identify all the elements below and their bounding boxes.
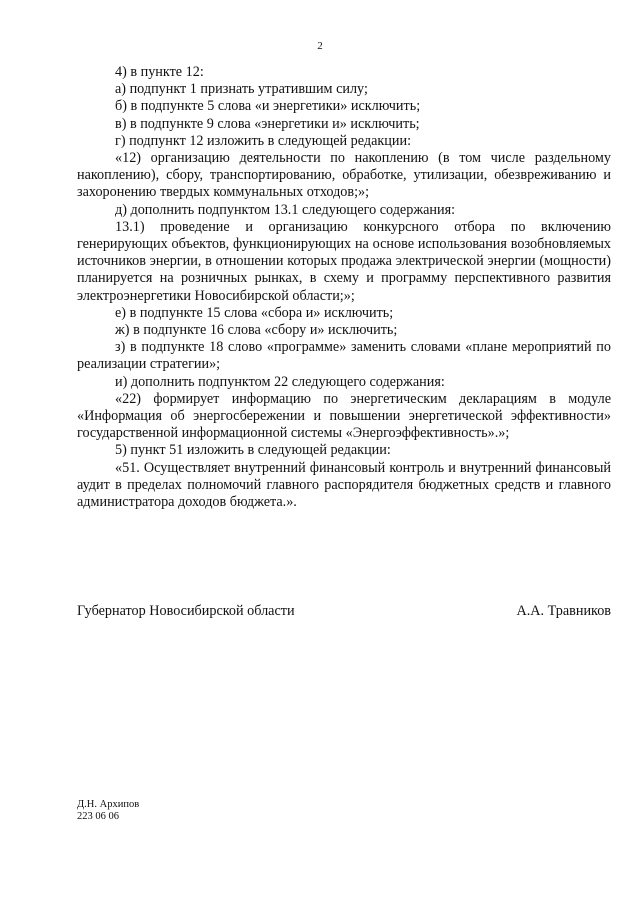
executor-name: Д.Н. Архипов [77,799,140,810]
paragraph: в) в подпункте 9 слова «энергетики и» исключить; [115,115,420,132]
paragraph: г) подпункт 12 изложить в следующей редакции: [115,132,412,149]
paragraph: «22) формирует информацию по энергетическим декларациям в модуле «Информация об энергосбережении и повышении энергетической эффективности» государственной информационной системы «Энергоэффективность».»; [77,390,611,442]
paragraph: 4) в пункте 12: [115,64,204,80]
paragraph: 5) пункт 51 изложить в следующей редакции: [115,442,391,459]
paragraph: з) в подпункте 18 слово «программе» заменить словами «плане мероприятий по реализации стратегии»; [77,339,611,373]
executor-block [77,799,139,823]
signatory-position: Губернатор Новосибирской области [77,603,295,619]
paragraph: а) подпункт 1 признать утратившим силу; [115,81,368,98]
paragraph: е) в подпункте 15 слова «сбора и» исключить; [115,304,394,321]
paragraph: 13.1) проведение и организацию конкурсного отбора по включению генерирующих объектов, функционирующих на основе использования возобновляемых источников энергии, в отношении которых продажа электрической энергии (мощности) планируется на розничных рынках, в схему и программу перспективного развития электроэнергетики Новосибирской области;»; [77,218,611,304]
paragraph: ж) в подпункте 16 слова «сбору и» исключить; [115,322,398,339]
document-body [77,64,611,511]
paragraph: д) дополнить подпунктом 13.1 следующего содержания: [115,201,456,218]
paragraph: «51. Осуществляет внутренний финансовый контроль и внутренний финансовый аудит в пределах полномочий главного распорядителя бюджетных средств и главного администратора доходов бюджета.». [77,459,611,511]
paragraph: б) в подпункте 5 слова «и энергетики» исключить; [115,98,421,115]
paragraph: и) дополнить подпунктом 22 следующего содержания: [115,373,445,390]
executor-phone: 223 06 06 [77,811,119,822]
paragraph: «12) организацию деятельности по накоплению (в том числе раздельному накоплению), сбору, транспортированию, обработке, утилизации, обезвреживанию и захоронению твердых коммунальных отходов;»; [77,150,611,201]
signature-block [77,603,611,620]
page-number: 2 [317,40,323,52]
signatory-name: А.А. Травников [516,603,611,619]
